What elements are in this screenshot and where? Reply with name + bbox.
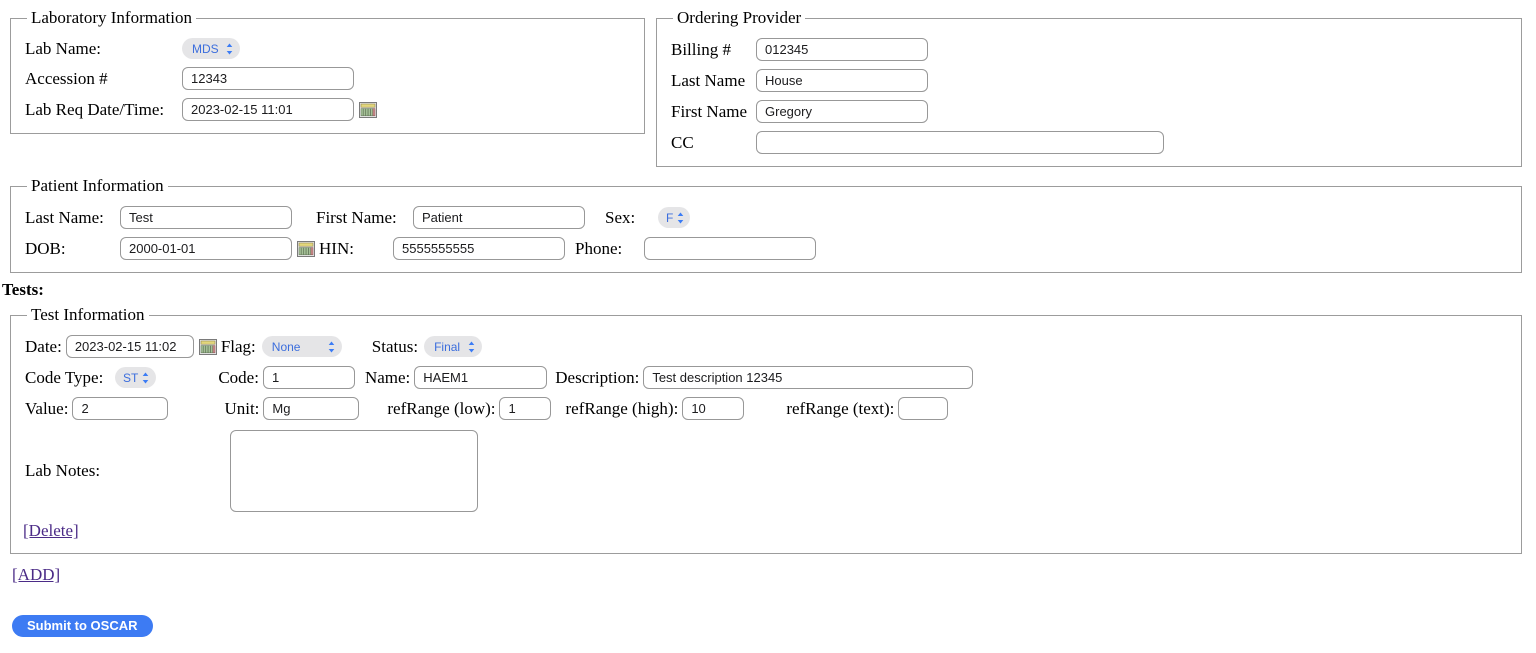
- cc-label: CC: [671, 132, 694, 152]
- status-label: Status:: [371, 336, 419, 356]
- code-type-select[interactable]: [115, 367, 156, 388]
- lab-name-label: Lab Name:: [25, 38, 101, 58]
- dob-input[interactable]: [120, 237, 292, 260]
- ref-range-text-input[interactable]: [898, 397, 948, 420]
- lab-notes-label: Lab Notes:: [25, 461, 101, 480]
- patient-name-row: [25, 206, 1507, 229]
- test-information-fieldset: [10, 305, 1522, 554]
- ref-range-low-label: refRange (low):: [387, 398, 496, 418]
- provider-last-name-row: [671, 69, 1507, 92]
- billing-label: Billing #: [671, 39, 731, 59]
- value-label: Value:: [25, 398, 69, 418]
- lab-notes-textarea[interactable]: [230, 430, 478, 512]
- test-date-row: [25, 335, 1507, 358]
- patient-first-name-label: First Name:: [316, 207, 397, 227]
- description-label: Description:: [555, 367, 640, 387]
- lab-req-datetime-input[interactable]: [182, 98, 354, 121]
- cc-input[interactable]: [756, 131, 1164, 154]
- ordering-provider-fieldset: [656, 8, 1522, 167]
- patient-last-name-label: Last Name:: [25, 207, 104, 227]
- description-input[interactable]: [643, 366, 973, 389]
- provider-first-name-input[interactable]: [756, 100, 928, 123]
- ref-range-text-label: refRange (text):: [786, 398, 895, 418]
- provider-last-name-label: Last Name: [671, 70, 746, 90]
- delete-row: [23, 521, 1507, 541]
- accession-row: [25, 67, 630, 90]
- test-name-label: Name:: [364, 367, 411, 387]
- flag-label: Flag:: [220, 336, 256, 356]
- hin-label: HIN:: [319, 238, 354, 258]
- up-down-chevrons-icon: [677, 212, 684, 224]
- test-date-input[interactable]: [66, 335, 194, 358]
- phone-input[interactable]: [644, 237, 816, 260]
- code-label: Code:: [218, 367, 259, 387]
- up-down-chevrons-icon: [328, 341, 335, 353]
- calendar-icon[interactable]: [359, 102, 377, 118]
- provider-last-name-input[interactable]: [756, 69, 928, 92]
- tests-heading: Tests:: [2, 280, 44, 299]
- accession-label: Accession #: [25, 68, 108, 88]
- lab-name-select[interactable]: [182, 38, 240, 59]
- code-input[interactable]: [263, 366, 355, 389]
- patient-information-fieldset: [10, 176, 1522, 273]
- add-link[interactable]: [ADD]: [12, 565, 61, 584]
- test-name-input[interactable]: [414, 366, 547, 389]
- code-type-select-value: ST: [123, 370, 139, 385]
- test-code-row: [25, 366, 1507, 389]
- value-input[interactable]: [72, 397, 168, 420]
- top-section: [10, 8, 1522, 167]
- provider-first-name-label: First Name: [671, 101, 748, 121]
- unit-input[interactable]: [263, 397, 359, 420]
- lab-name-select-value: MDS: [192, 41, 219, 56]
- dob-label: DOB:: [25, 238, 66, 258]
- flag-select[interactable]: [262, 336, 342, 357]
- phone-label: Phone:: [575, 238, 623, 258]
- ref-range-low-input[interactable]: [499, 397, 551, 420]
- unit-label: Unit:: [224, 398, 260, 418]
- test-value-row: [25, 397, 1507, 420]
- up-down-chevrons-icon: [468, 341, 475, 353]
- test-date-label: Date:: [25, 336, 62, 356]
- flag-select-value: None: [271, 339, 301, 354]
- laboratory-information-fieldset: [10, 8, 645, 134]
- cc-row: [671, 131, 1507, 154]
- patient-information-legend: Patient Information: [31, 176, 164, 195]
- up-down-chevrons-icon: [226, 43, 233, 55]
- lab-req-datetime-label: Lab Req Date/Time:: [25, 99, 165, 119]
- lab-req-datetime-row: [25, 98, 630, 121]
- provider-first-name-row: [671, 100, 1507, 123]
- calendar-icon[interactable]: [199, 339, 217, 355]
- accession-input[interactable]: [182, 67, 354, 90]
- lab-notes-row: [25, 430, 1507, 512]
- up-down-chevrons-icon: [142, 372, 149, 384]
- billing-input[interactable]: [756, 38, 928, 61]
- billing-row: [671, 38, 1507, 61]
- ref-range-high-input[interactable]: [682, 397, 744, 420]
- patient-last-name-input[interactable]: [120, 206, 292, 229]
- laboratory-information-legend: Laboratory Information: [31, 8, 192, 27]
- ordering-provider-legend: Ordering Provider: [677, 8, 802, 27]
- calendar-icon[interactable]: [297, 241, 315, 257]
- patient-first-name-input[interactable]: [413, 206, 585, 229]
- sex-select[interactable]: [658, 207, 690, 228]
- delete-link[interactable]: [Delete]: [23, 521, 79, 540]
- add-row: [12, 565, 1522, 585]
- ref-range-high-label: refRange (high):: [565, 398, 679, 418]
- patient-dob-row: [25, 237, 1507, 260]
- submit-to-oscar-button[interactable]: Submit to OSCAR: [12, 615, 153, 637]
- sex-label: Sex:: [605, 207, 636, 227]
- status-select[interactable]: [424, 336, 482, 357]
- test-information-legend: Test Information: [31, 305, 145, 324]
- lab-name-row: [25, 38, 630, 59]
- sex-select-value: F: [666, 210, 674, 225]
- status-select-value: Final: [434, 339, 461, 354]
- code-type-label: Code Type:: [25, 367, 104, 387]
- hin-input[interactable]: [393, 237, 565, 260]
